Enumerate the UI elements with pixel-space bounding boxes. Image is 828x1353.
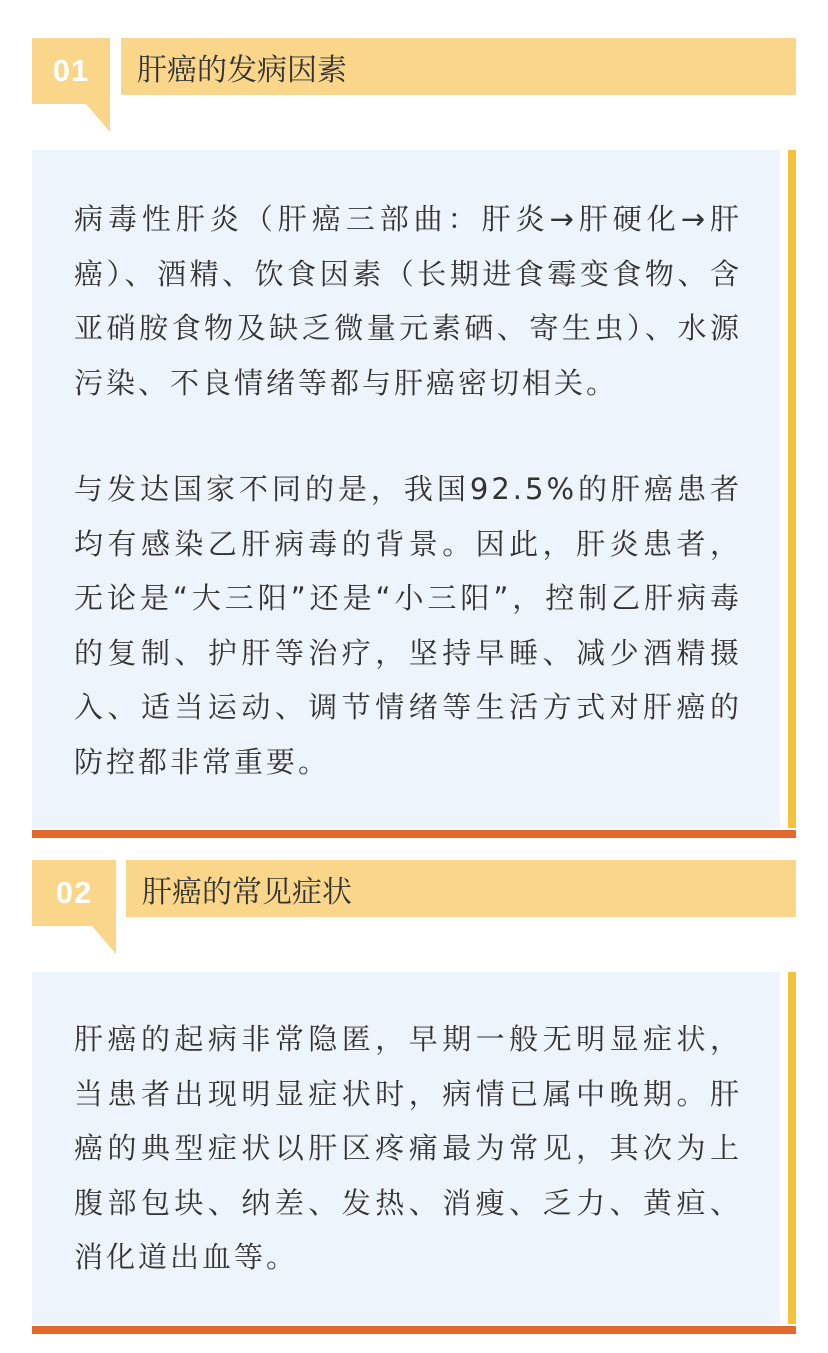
bottom-accent-line bbox=[32, 830, 796, 838]
side-accent-line bbox=[788, 150, 796, 828]
paragraph: 与发达国家不同的是，我国92.5%的肝癌患者均有感染乙肝病毒的背景。因此，肝炎患者，无论是“大三阳”还是“小三阳”，控制乙肝病毒的复制、护肝等治疗，坚持早睡、减少酒精摄入、适当运动、调节情绪等生活方式对肝癌的防控都非常重要。 bbox=[74, 472, 742, 779]
section-number-badge: 01 bbox=[32, 38, 110, 104]
paragraph: 肝癌的起病非常隐匿，早期一般无明显症状，当患者出现明显症状时，病情已属中晚期。肝癌的典型症状以肝区疼痛最为常见，其次为上腹部包块、纳差、发热、消瘦、乏力、黄疸、消化道出血等。 bbox=[74, 1022, 742, 1274]
badge-tail bbox=[86, 104, 110, 132]
side-accent-line bbox=[788, 972, 796, 1324]
paragraph: 病毒性肝炎（肝癌三部曲：肝炎→肝硬化→肝癌）、酒精、饮食因素（长期进食霉变食物、含亚硝胺食物及缺乏微量元素硒、寄生虫）、水源污染、不良情绪等都与肝癌密切相关。 bbox=[74, 202, 742, 400]
bottom-accent-line bbox=[32, 1326, 796, 1334]
section-number-badge: 02 bbox=[32, 860, 116, 926]
section-title: 肝癌的发病因素 bbox=[121, 38, 796, 95]
badge-tail bbox=[92, 926, 116, 954]
section-title: 肝癌的常见症状 bbox=[126, 860, 796, 917]
